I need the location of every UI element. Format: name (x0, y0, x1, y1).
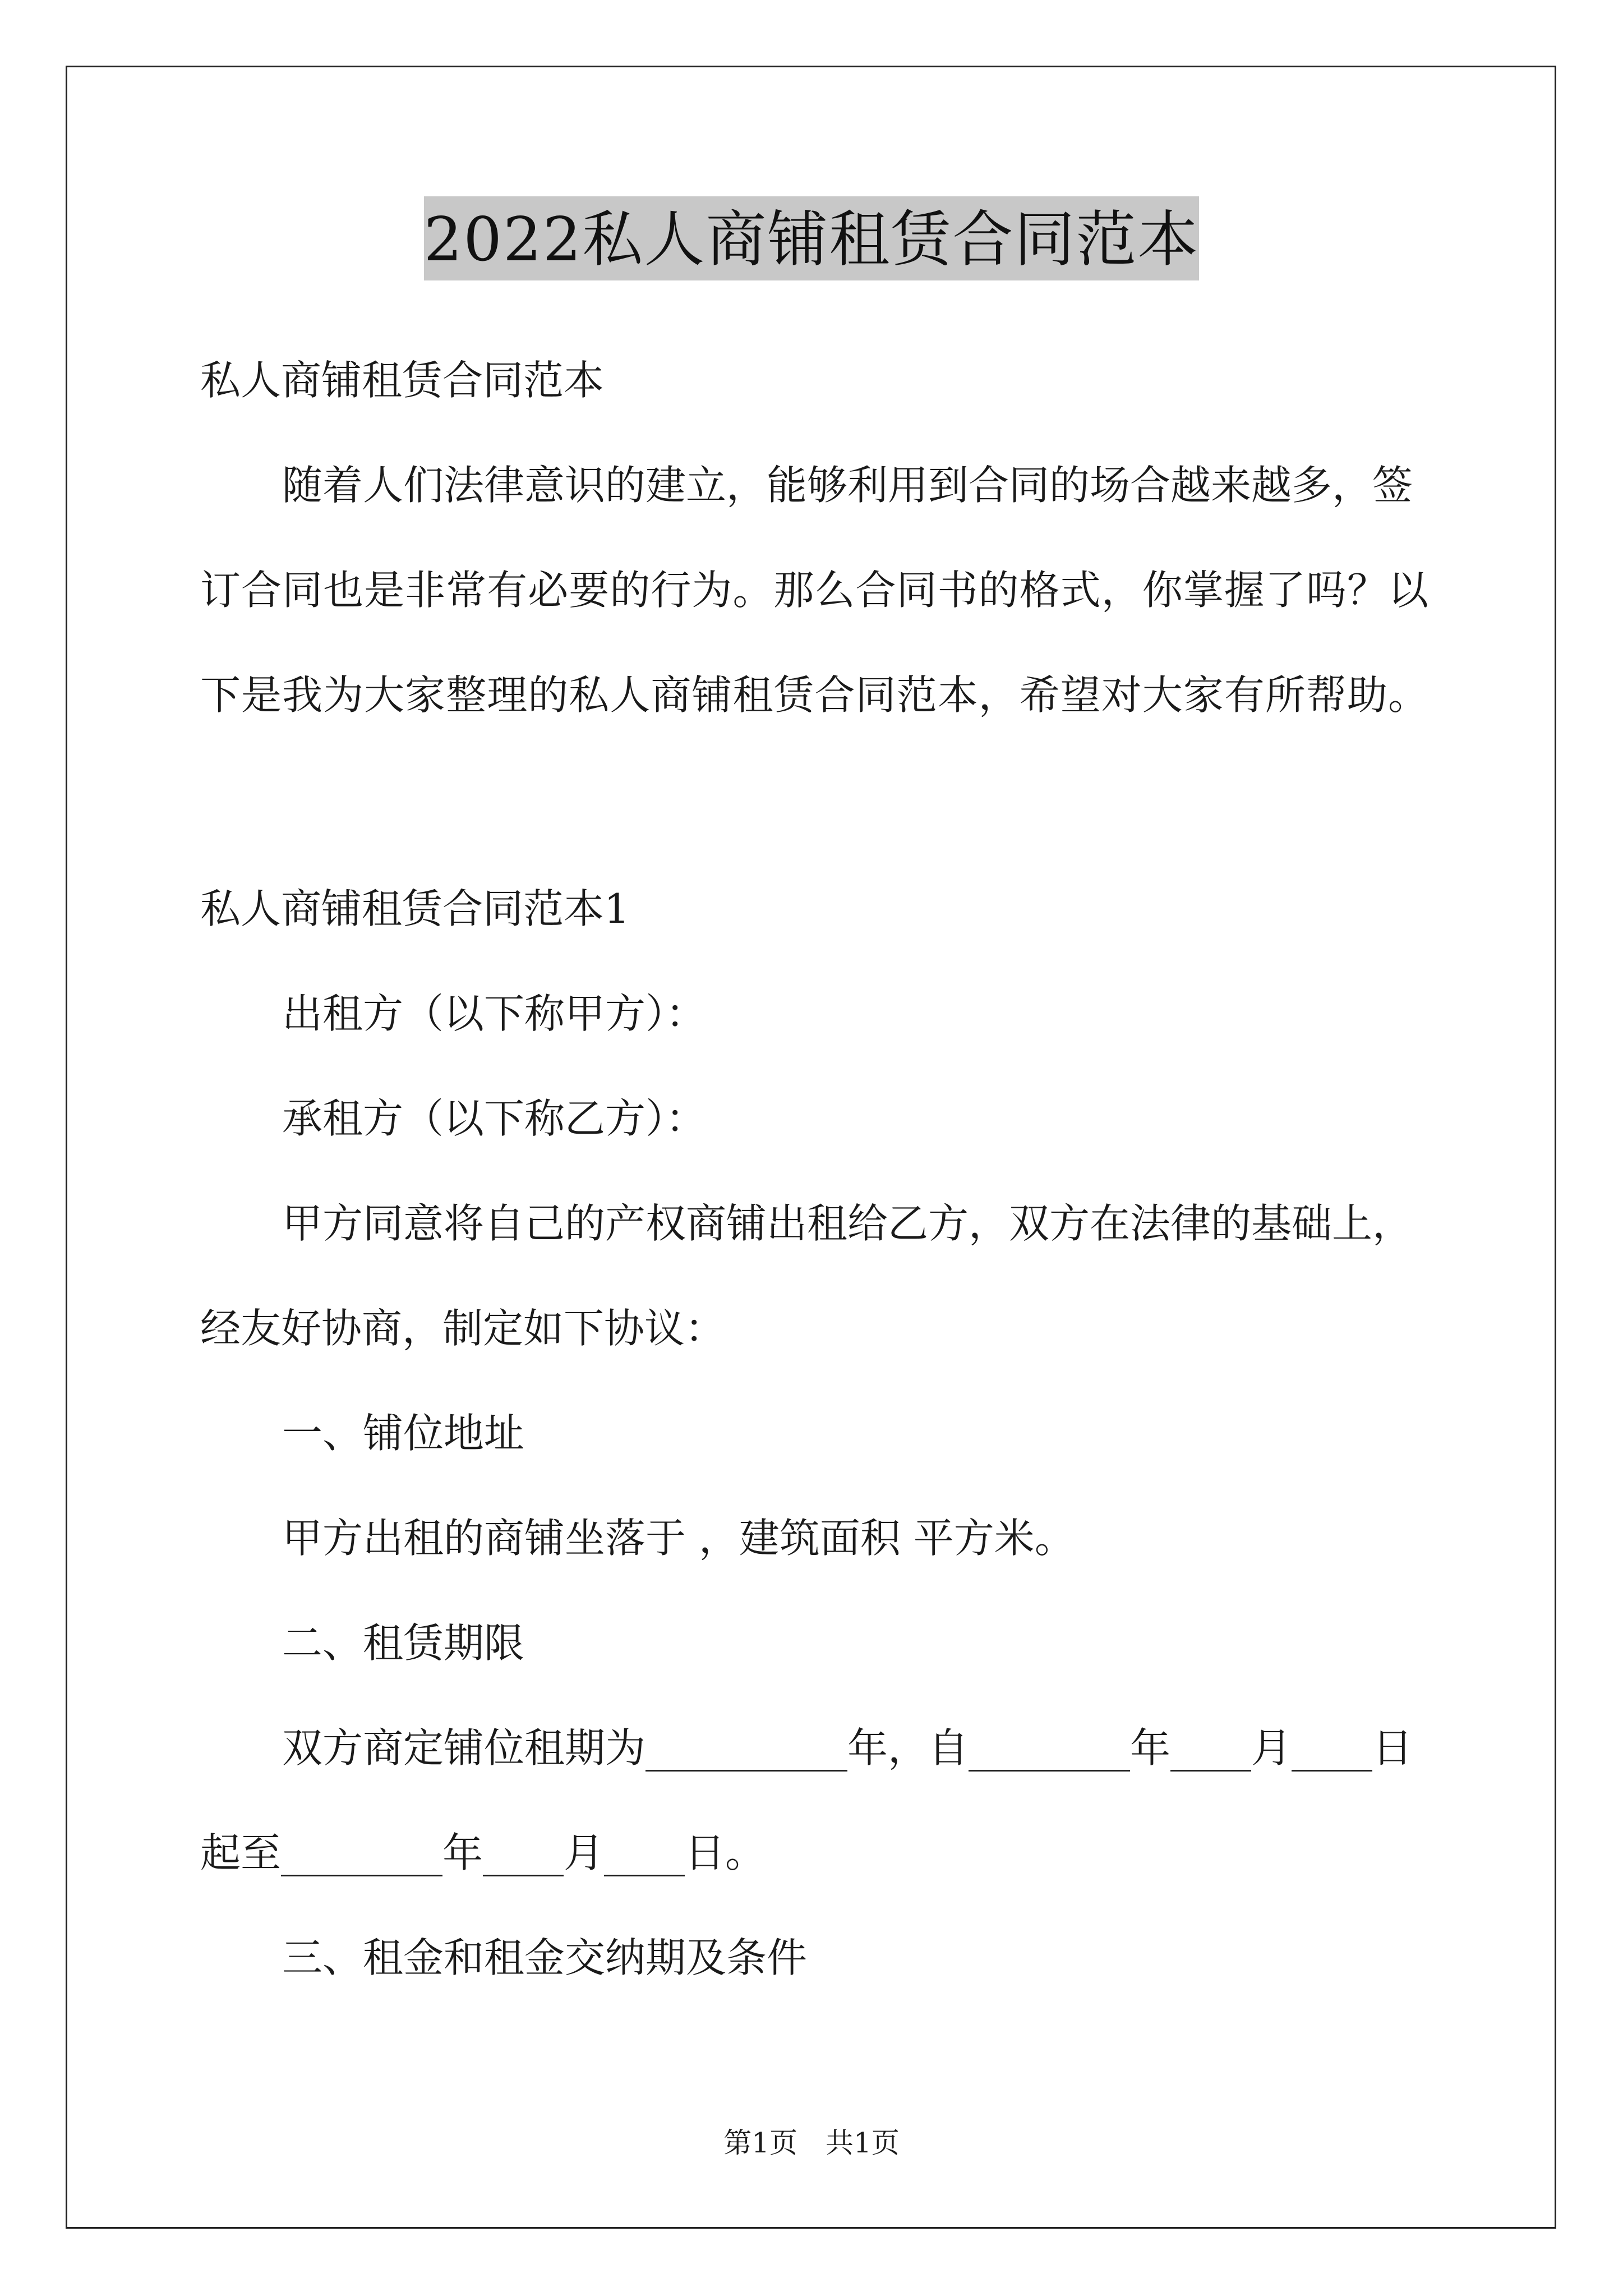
clause-heading: 一、铺位地址 (282, 1410, 525, 1457)
clause-heading: 二、租赁期限 (282, 1619, 525, 1667)
paragraph-line: 甲方出租的商铺坐落于 ，建筑面积 平方米。 (282, 1515, 1075, 1562)
paragraph-line: 承租方（以下称乙方）： (282, 1095, 707, 1142)
paragraph-line: 下是我为大家整理的私人商铺租赁合同范本，希望对大家有所帮助。 (200, 671, 1428, 719)
paragraph-line: 订合同也是非常有必要的行为。那么合同书的格式，你掌握了吗？以 (200, 567, 1428, 614)
section-heading: 私人商铺租赁合同范本1 (200, 885, 630, 932)
section-heading: 私人商铺租赁合同范本 (200, 357, 605, 404)
document-title: 2022私人商铺租赁合同范本 (424, 196, 1200, 280)
paragraph-line: 双方商定铺位租期为__________年，自________年____月____日 (282, 1724, 1413, 1772)
paragraph-line: 起至________年____月____日。 (200, 1829, 766, 1876)
page-number-footer: 第1页 共1页 (723, 2127, 900, 2159)
document-title-container (0, 196, 1623, 280)
paragraph-line: 经友好协商，制定如下协议： (200, 1305, 726, 1352)
clause-heading: 三、租金和租金交纳期及条件 (282, 1934, 808, 1981)
paragraph-line: 随着人们法律意识的建立，能够利用到合同的场合越来越多，签 (282, 462, 1413, 509)
paragraph-line: 出租方（以下称甲方）： (282, 990, 707, 1037)
paragraph-line: 甲方同意将自己的产权商铺出租给乙方，双方在法律的基础上， (282, 1200, 1413, 1247)
